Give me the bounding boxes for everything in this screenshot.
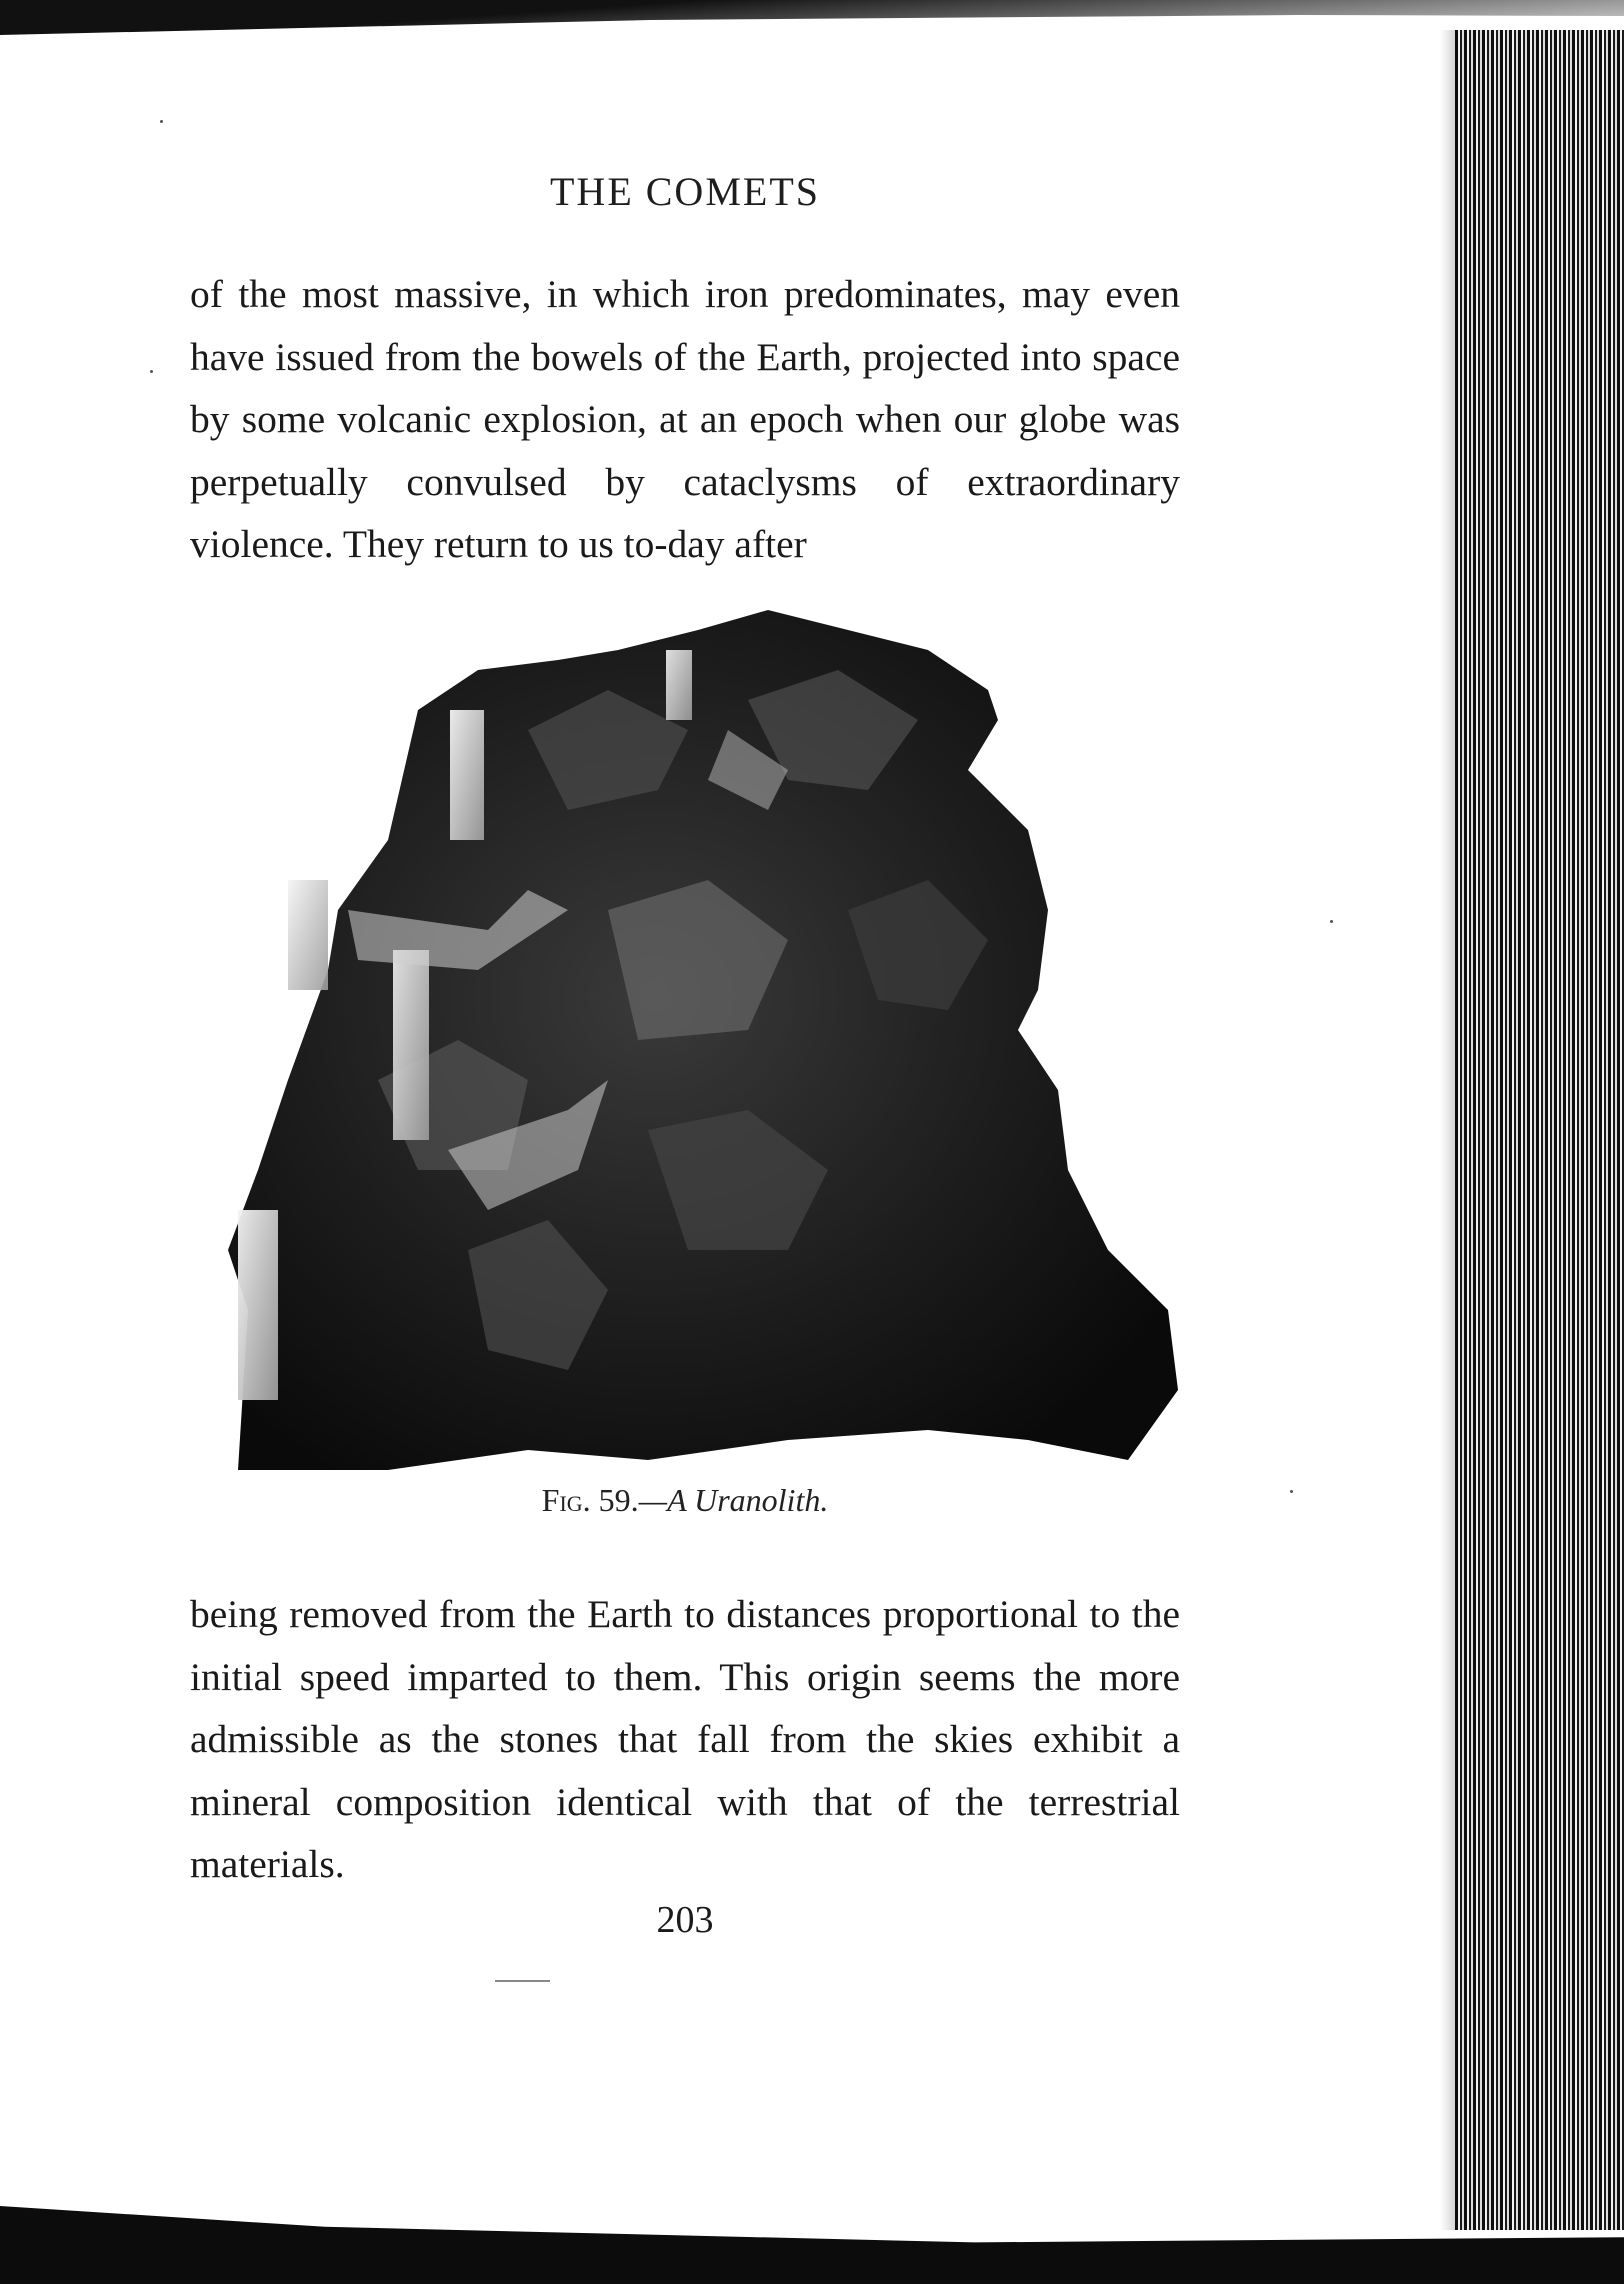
scan-bottom-edge — [0, 2180, 1624, 2284]
uranolith-figure — [228, 610, 1178, 1480]
scan-speck — [1330, 920, 1333, 923]
uranolith-image — [228, 610, 1178, 1480]
caption-prefix: Fig. — [541, 1482, 591, 1518]
rock-silhouette — [228, 610, 1178, 1470]
page-number: 203 — [656, 1899, 714, 1941]
paragraph-top: of the most massive, in which iron predominates, may even have issued from the bowels of the Earth, projected into space by some volcanic explosion, at an epoch when our globe was perpetually convulsed by cataclysms of extraordinary violence. They return to us to-day after — [190, 272, 1180, 566]
scan-speck — [160, 120, 163, 123]
book-page-edges — [1455, 30, 1624, 2230]
caption-text: —A Uranolith. — [638, 1482, 829, 1518]
caption-number: 59. — [598, 1482, 639, 1518]
figure-caption — [0, 1482, 1370, 1519]
scan-speck — [150, 370, 153, 373]
scan-speck — [1290, 1490, 1293, 1493]
paragraph-bottom: being removed from the Earth to distances proportional to the initial speed imparted to them. This origin seems the more admissible as the stones that fall from the skies exhibit a mineral composition identical with that of the terrestrial materials. — [190, 1592, 1180, 1886]
running-head: THE COMETS — [550, 169, 820, 214]
scan-top-edge — [0, 0, 1624, 50]
folio-rule — [495, 1980, 550, 1982]
